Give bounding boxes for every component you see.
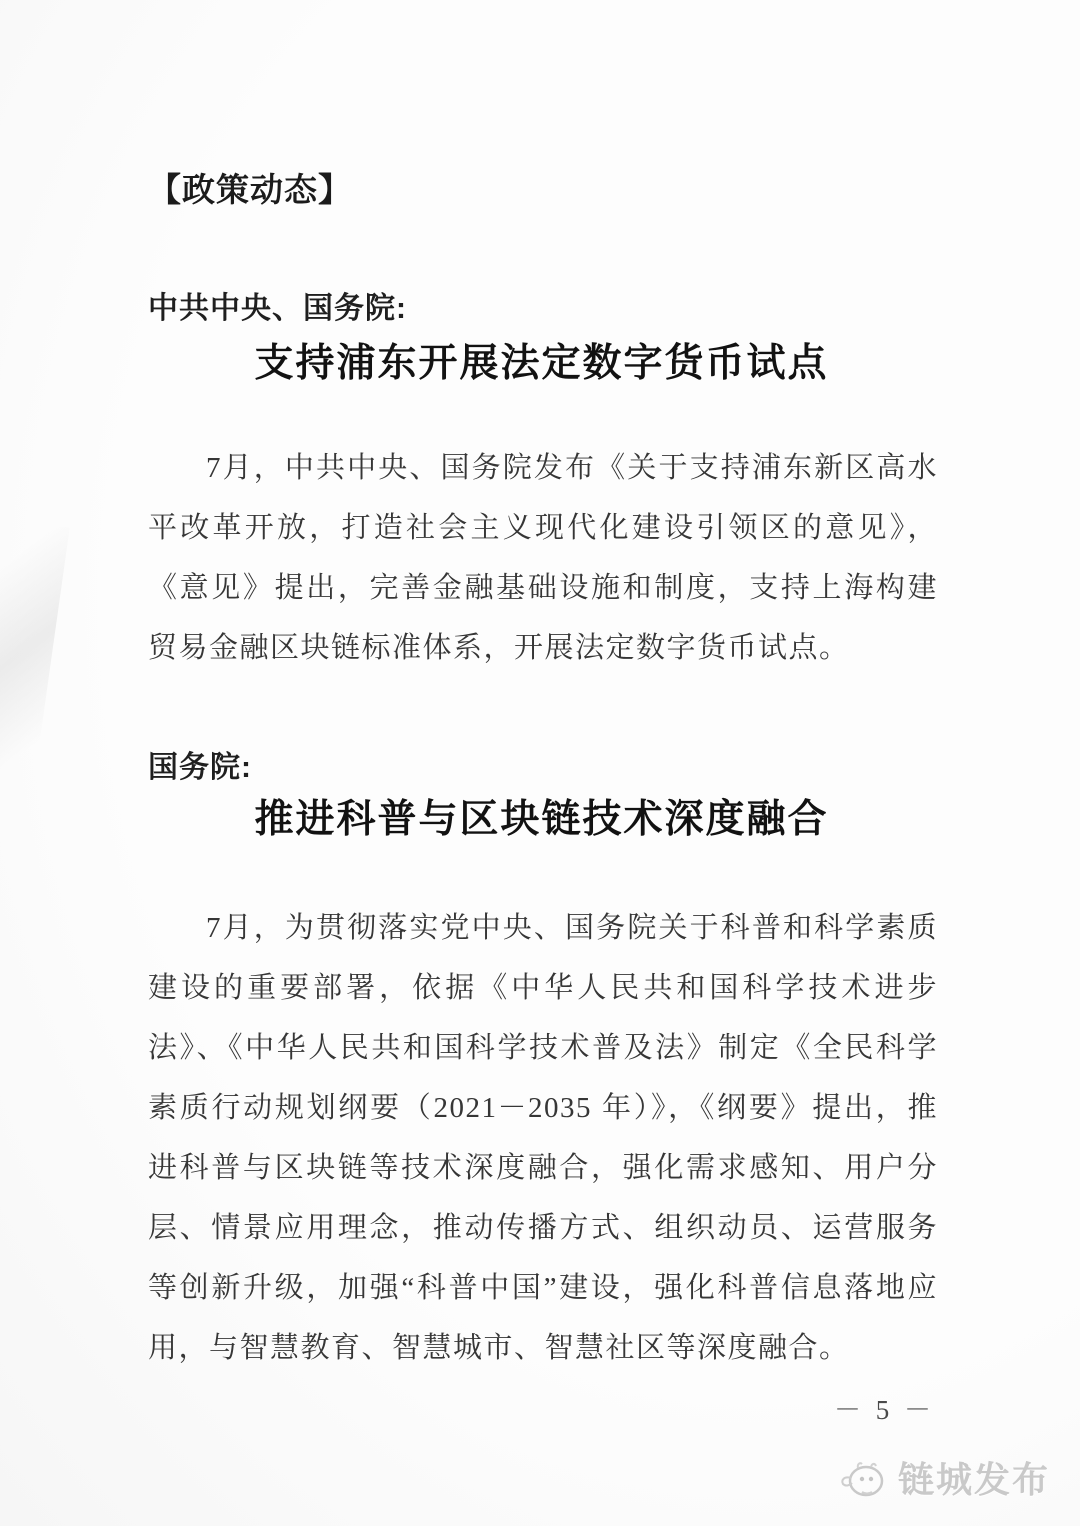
article-source: 国务院: bbox=[148, 751, 252, 784]
article-title: 支持浦东开展法定数字货币试点 bbox=[254, 342, 829, 385]
page-number: － 5 － bbox=[834, 1395, 935, 1425]
article-body: 7月，中共中央、国务院发布《关于支持浦东新区高水平改革开放，打造社会主义现代化建设引领区的意见》，《意见》提出，完善金融基础设施和制度，支持上海构建贸易金融区块链标准体系，开展法定数字货币试点。 bbox=[148, 452, 938, 664]
article-source: 中共中央、国务院: bbox=[148, 292, 407, 325]
article-body: 7月，为贯彻落实党中央、国务院关于科普和科学素质建设的重要部署，依据《中华人民共和国科学技术进步法》、《中华人民共和国科学技术普及法》制定《全民科学素质行动规划纲要（2021－2035 年）》，《纲要》提出，推进科普与区块链等技术深度融合，强化需求感知、用户分层、情景应用理念，推动传播方式、组织动员、运营服务等创新升级，加强“科普中国”建设，强化科普信息落地应用，与智慧教育、智慧城市、智慧社区等深度融合。 bbox=[148, 912, 938, 1364]
section-header: 【政策动态】 bbox=[148, 171, 352, 208]
watermark bbox=[838, 1452, 1050, 1503]
scan-artifact-streak bbox=[0, 515, 70, 815]
article-title: 推进科普与区块链技术深度融合 bbox=[254, 798, 829, 841]
watermark-text: 链城发布 bbox=[897, 1459, 1050, 1500]
chick-face-logo-icon bbox=[838, 1454, 890, 1502]
